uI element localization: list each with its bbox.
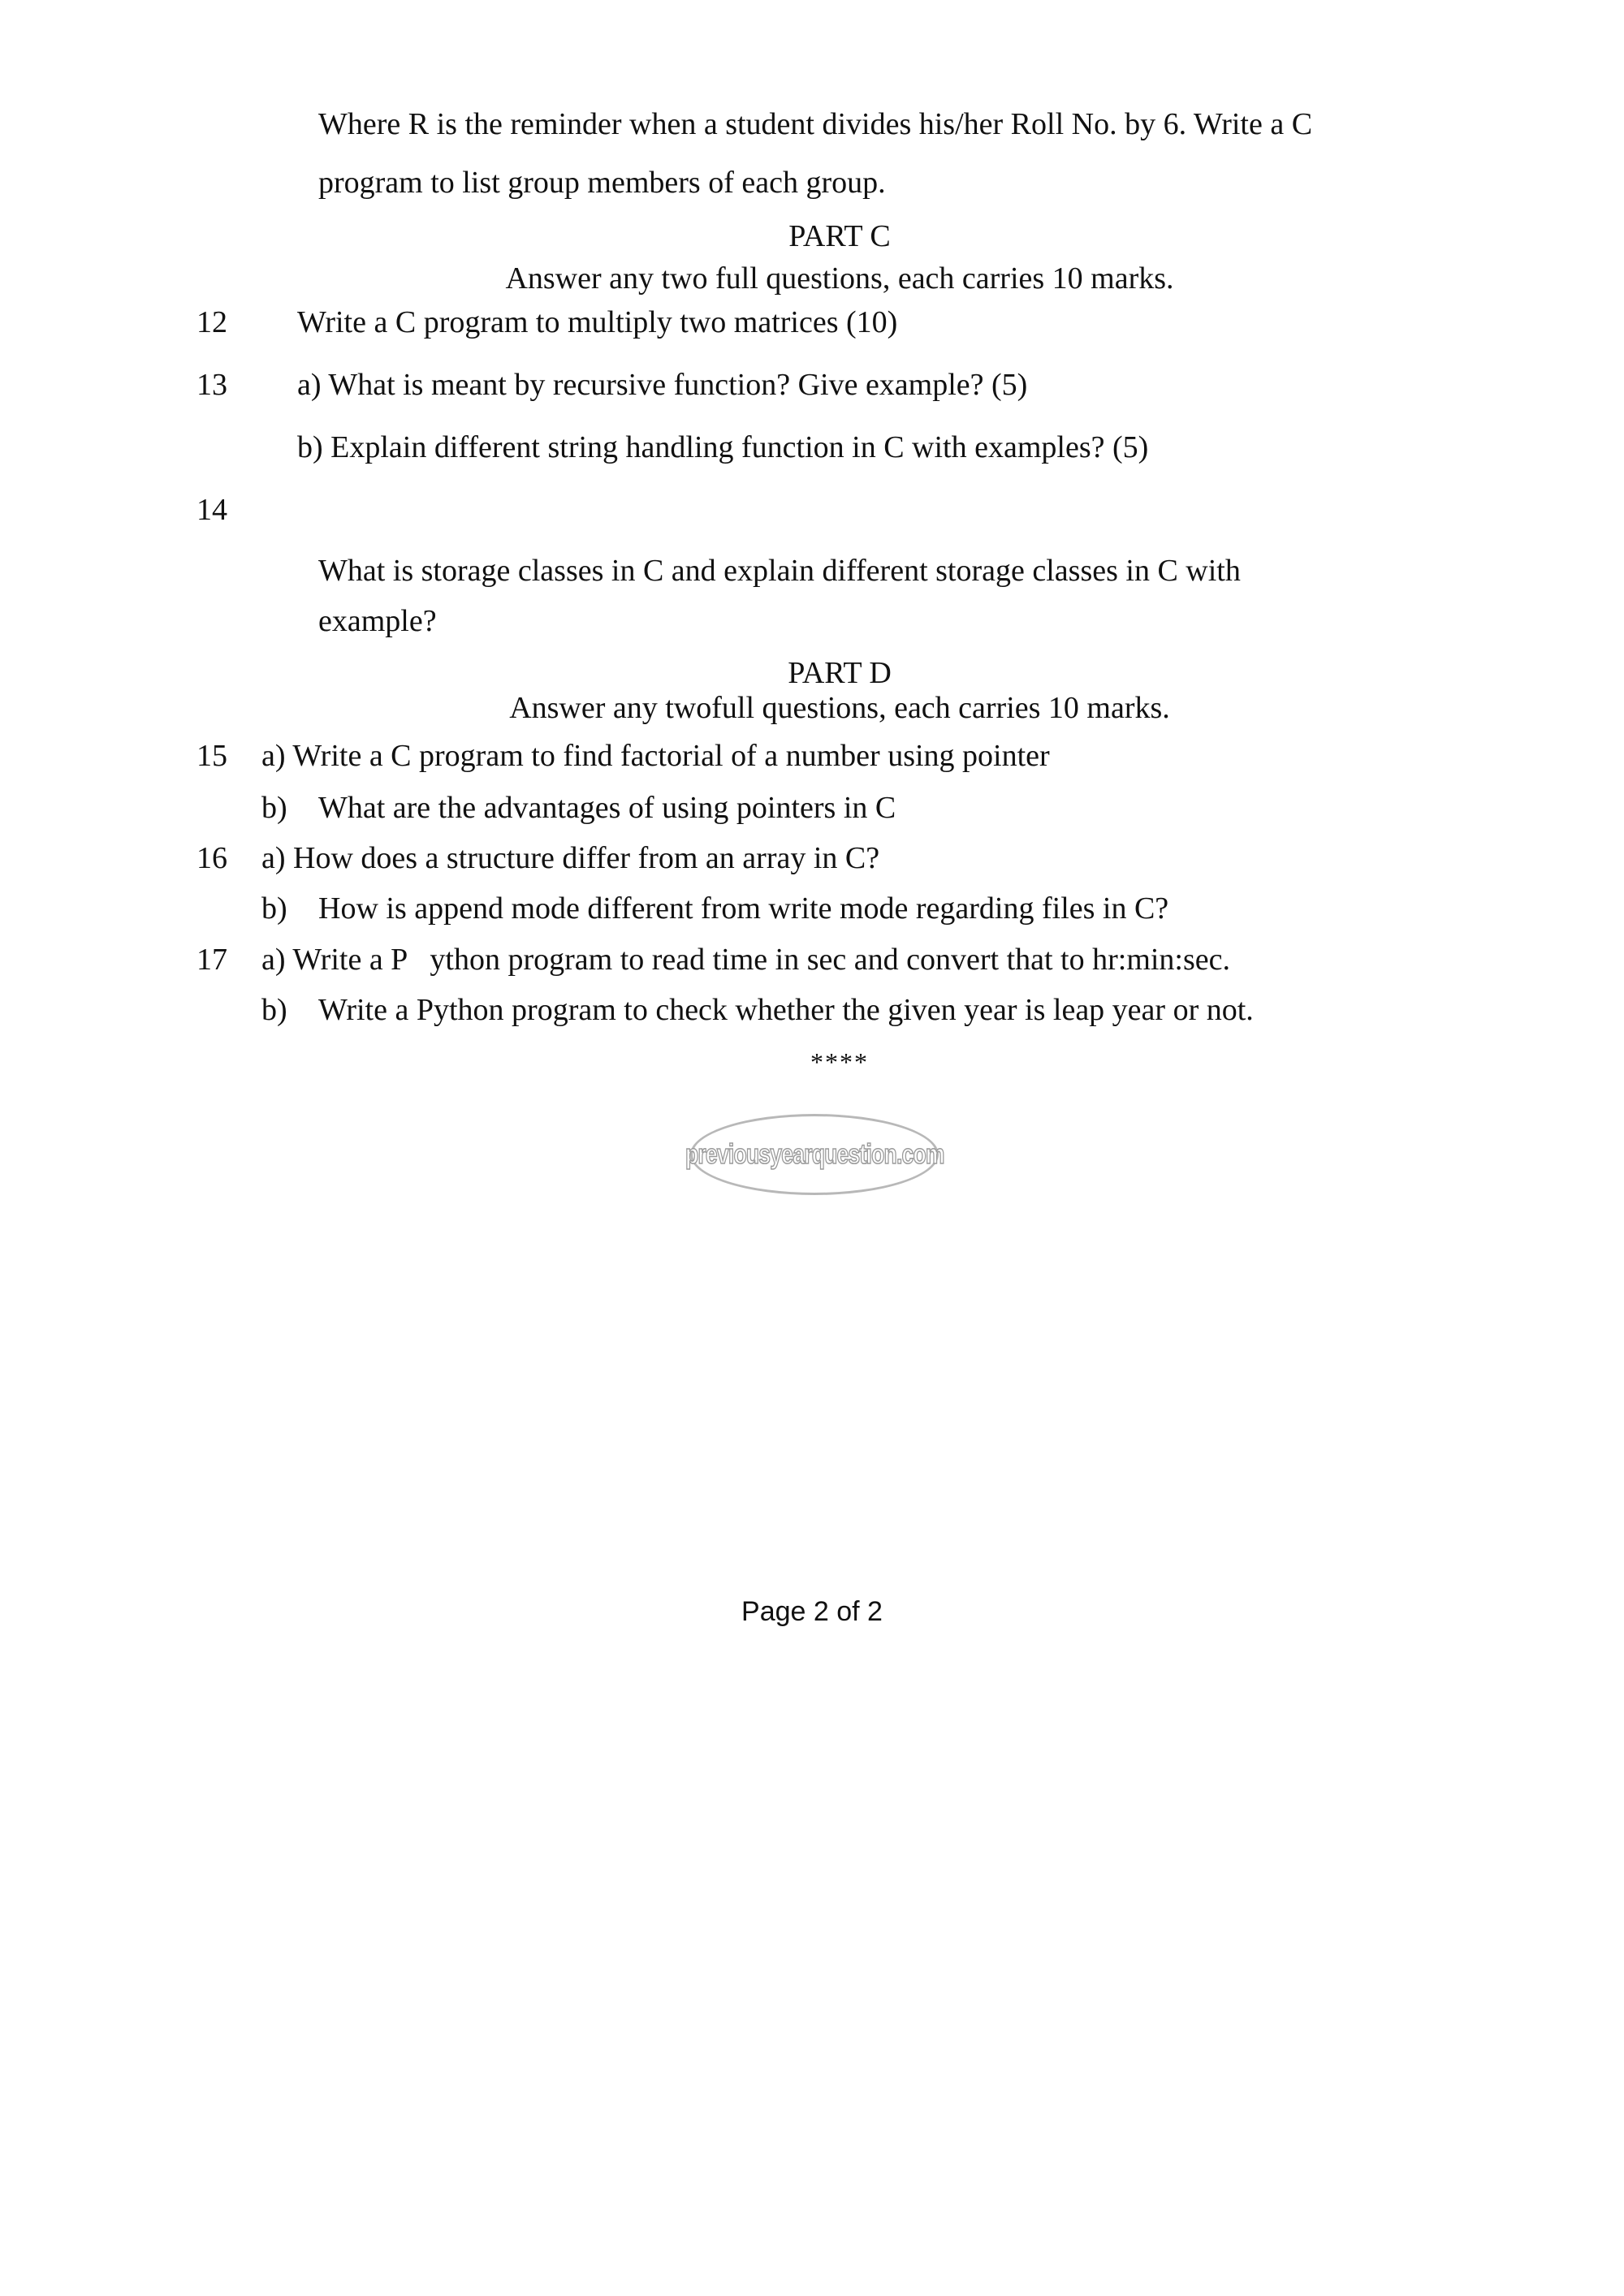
question-17a-text: a) Write a P ython program to read time in sec and convert that to hr:min:sec. [261, 943, 1231, 977]
question-14-line-1: What is storage classes in C and explain different storage classes in C with [318, 554, 1241, 588]
question-13b-text: b) Explain different string handling function in C with examples? (5) [297, 430, 1149, 464]
watermark-text: previousyearquestion.com [685, 1138, 944, 1170]
question-16a-text: a) How does a structure differ from an array in C? [261, 841, 880, 875]
question-number-16: 16 [197, 841, 227, 875]
watermark-stamp [685, 1114, 944, 1195]
question-number-14: 14 [197, 493, 227, 527]
intro-line-1: Where R is the reminder when a student divides his/her Roll No. by 6. Write a C [318, 107, 1313, 141]
question-number-13: 13 [197, 368, 227, 402]
question-17b-label: b) [261, 993, 287, 1027]
question-15b-label: b) [261, 791, 287, 825]
question-12-text: Write a C program to multiply two matrices (10) [297, 305, 898, 339]
question-15b-text: What are the advantages of using pointers in C [318, 791, 896, 825]
question-number-12: 12 [197, 305, 227, 339]
question-16b-label: b) [261, 891, 287, 926]
question-17b-text: Write a Python program to check whether the given year is leap year or not. [318, 993, 1254, 1027]
part-d-title: PART D [788, 656, 892, 690]
question-number-17: 17 [197, 943, 227, 977]
question-15a-text: a) Write a C program to find factorial of a number using pointer [261, 739, 1050, 773]
end-of-paper-mark: **** [810, 1047, 869, 1077]
part-d-instruction: Answer any twofull questions, each carries 10 marks. [509, 691, 1170, 725]
question-13a-text: a) What is meant by recursive function? Give example? (5) [297, 368, 1028, 402]
intro-line-2: program to list group members of each group. [318, 166, 886, 200]
page-number: Page 2 of 2 [741, 1596, 883, 1627]
question-number-15: 15 [197, 739, 227, 773]
question-14-line-2: example? [318, 604, 437, 638]
part-c-title: PART C [788, 219, 891, 253]
question-16b-text: How is append mode different from write mode regarding files in C? [318, 891, 1169, 926]
part-c-instruction: Answer any two full questions, each carries 10 marks. [505, 261, 1174, 296]
